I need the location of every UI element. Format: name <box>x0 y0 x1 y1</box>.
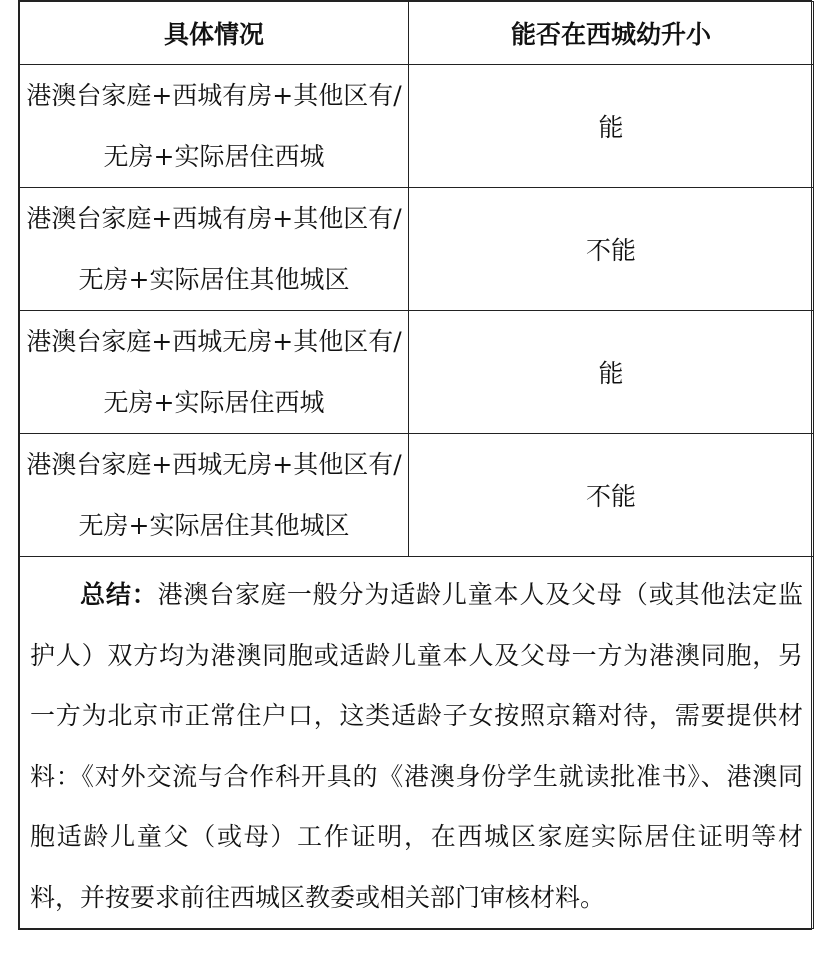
column-header-eligibility: 能否在西城幼升小 <box>409 2 814 65</box>
summary-paragraph <box>20 557 813 928</box>
table-row <box>20 434 814 557</box>
policy-table <box>19 1 814 929</box>
eligibility-cell: 能 <box>409 311 814 434</box>
situation-cell: 港澳台家庭+西城无房+其他区有/无房+实际居住西城 <box>20 311 409 434</box>
situation-cell: 港澳台家庭+西城无房+其他区有/无房+实际居住其他城区 <box>20 434 409 557</box>
eligibility-cell: 不能 <box>409 434 814 557</box>
table-header-row <box>20 2 814 65</box>
summary-row <box>20 557 814 929</box>
table-row <box>20 188 814 311</box>
table-row <box>20 65 814 188</box>
situation-cell: 港澳台家庭+西城有房+其他区有/无房+实际居住其他城区 <box>20 188 409 311</box>
policy-table-document <box>18 0 812 930</box>
column-header-situation: 具体情况 <box>20 2 409 65</box>
eligibility-cell: 不能 <box>409 188 814 311</box>
summary-text: 港澳台家庭一般分为适龄儿童本人及父母（或其他法定监护人）双方均为港澳同胞或适龄儿童本人及父母一方为港澳同胞，另一方为北京市正常住户口，这类适龄子女按照京籍对待，需要提供材料：《对外交流与合作科开具的《港澳身份学生就读批准书》、港澳同胞适龄儿童父（或母）工作证明，在西城区家庭实际居住证明等材料，并按要求前往西城区教委或相关部门审核材料。 <box>30 580 803 912</box>
summary-cell <box>20 557 814 929</box>
summary-label: 总结： <box>80 580 158 609</box>
situation-cell: 港澳台家庭+西城有房+其他区有/无房+实际居住西城 <box>20 65 409 188</box>
table-row <box>20 311 814 434</box>
eligibility-cell: 能 <box>409 65 814 188</box>
